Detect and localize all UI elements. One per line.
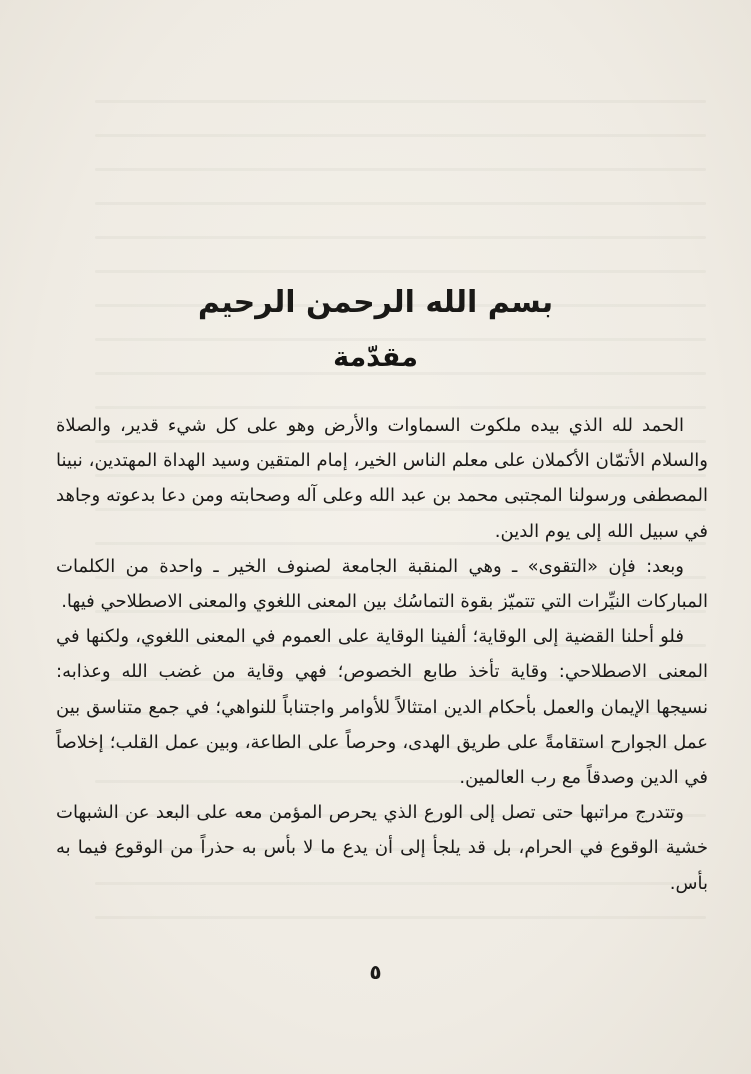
page-number: ٥ (369, 960, 382, 984)
paragraph-3: فلو أحلنا القضية إلى الوقاية؛ ألفينا الوقاية على العموم في المعنى اللغوي، ولكنها في المعنى الاصطلاحي: وقاية تأخذ طابع الخصوص؛ فهي وقاية من غضب الله وعذابه: نسيجها الإيمان والعمل بأحكام الدين امتثالاً للأوامر واجتناباً للنواهي؛ في جمع متناسق بين عمل الجوارح استقامةً على طريق الهدى، وحرصاً على الطاعة، وبين عمل القلب؛ إخلاصاً في الدين وصدقاً مع رب العالمين. (56, 626, 708, 789)
body-text (56, 408, 708, 901)
paragraph-4: وتتدرج مراتبها حتى تصل إلى الورع الذي يحرص المؤمن معه على البعد عن الشبهات خشية الوقوع في الحرام، بل قد يلجأ إلى أن يدع ما لا بأس به حذراً من الوقوع فيما به بأس. (56, 802, 708, 894)
paragraph-1: الحمد لله الذي بيده ملكوت السماوات والأرض وهو على كل شيء قدير، والصلاة والسلام الأتمّان الأكملان على معلم الناس الخير، إمام المتقين وسيد الهداة المهتدين، نبينا المصطفى ورسولنا المجتبى محمد بن عبد الله وعلى آله وصحابته ومن دعا بدعوته وجاهد في سبيل الله إلى يوم الدين. (56, 415, 708, 542)
basmala-block (0, 283, 751, 323)
page-title: مقدّمة (333, 342, 418, 373)
paragraph-2: وبعد: فإن «التقوى» ـ وهي المنقبة الجامعة لصنوف الخير ـ واحدة من الكلمات المباركات النيِّرات التي تتميّز بقوة التماسُك بين المعنى اللغوي والمعنى الاصطلاحي فيها. (56, 555, 708, 613)
basmala-calligraphy: بسم الله الرحمن الرحيم (197, 285, 554, 320)
